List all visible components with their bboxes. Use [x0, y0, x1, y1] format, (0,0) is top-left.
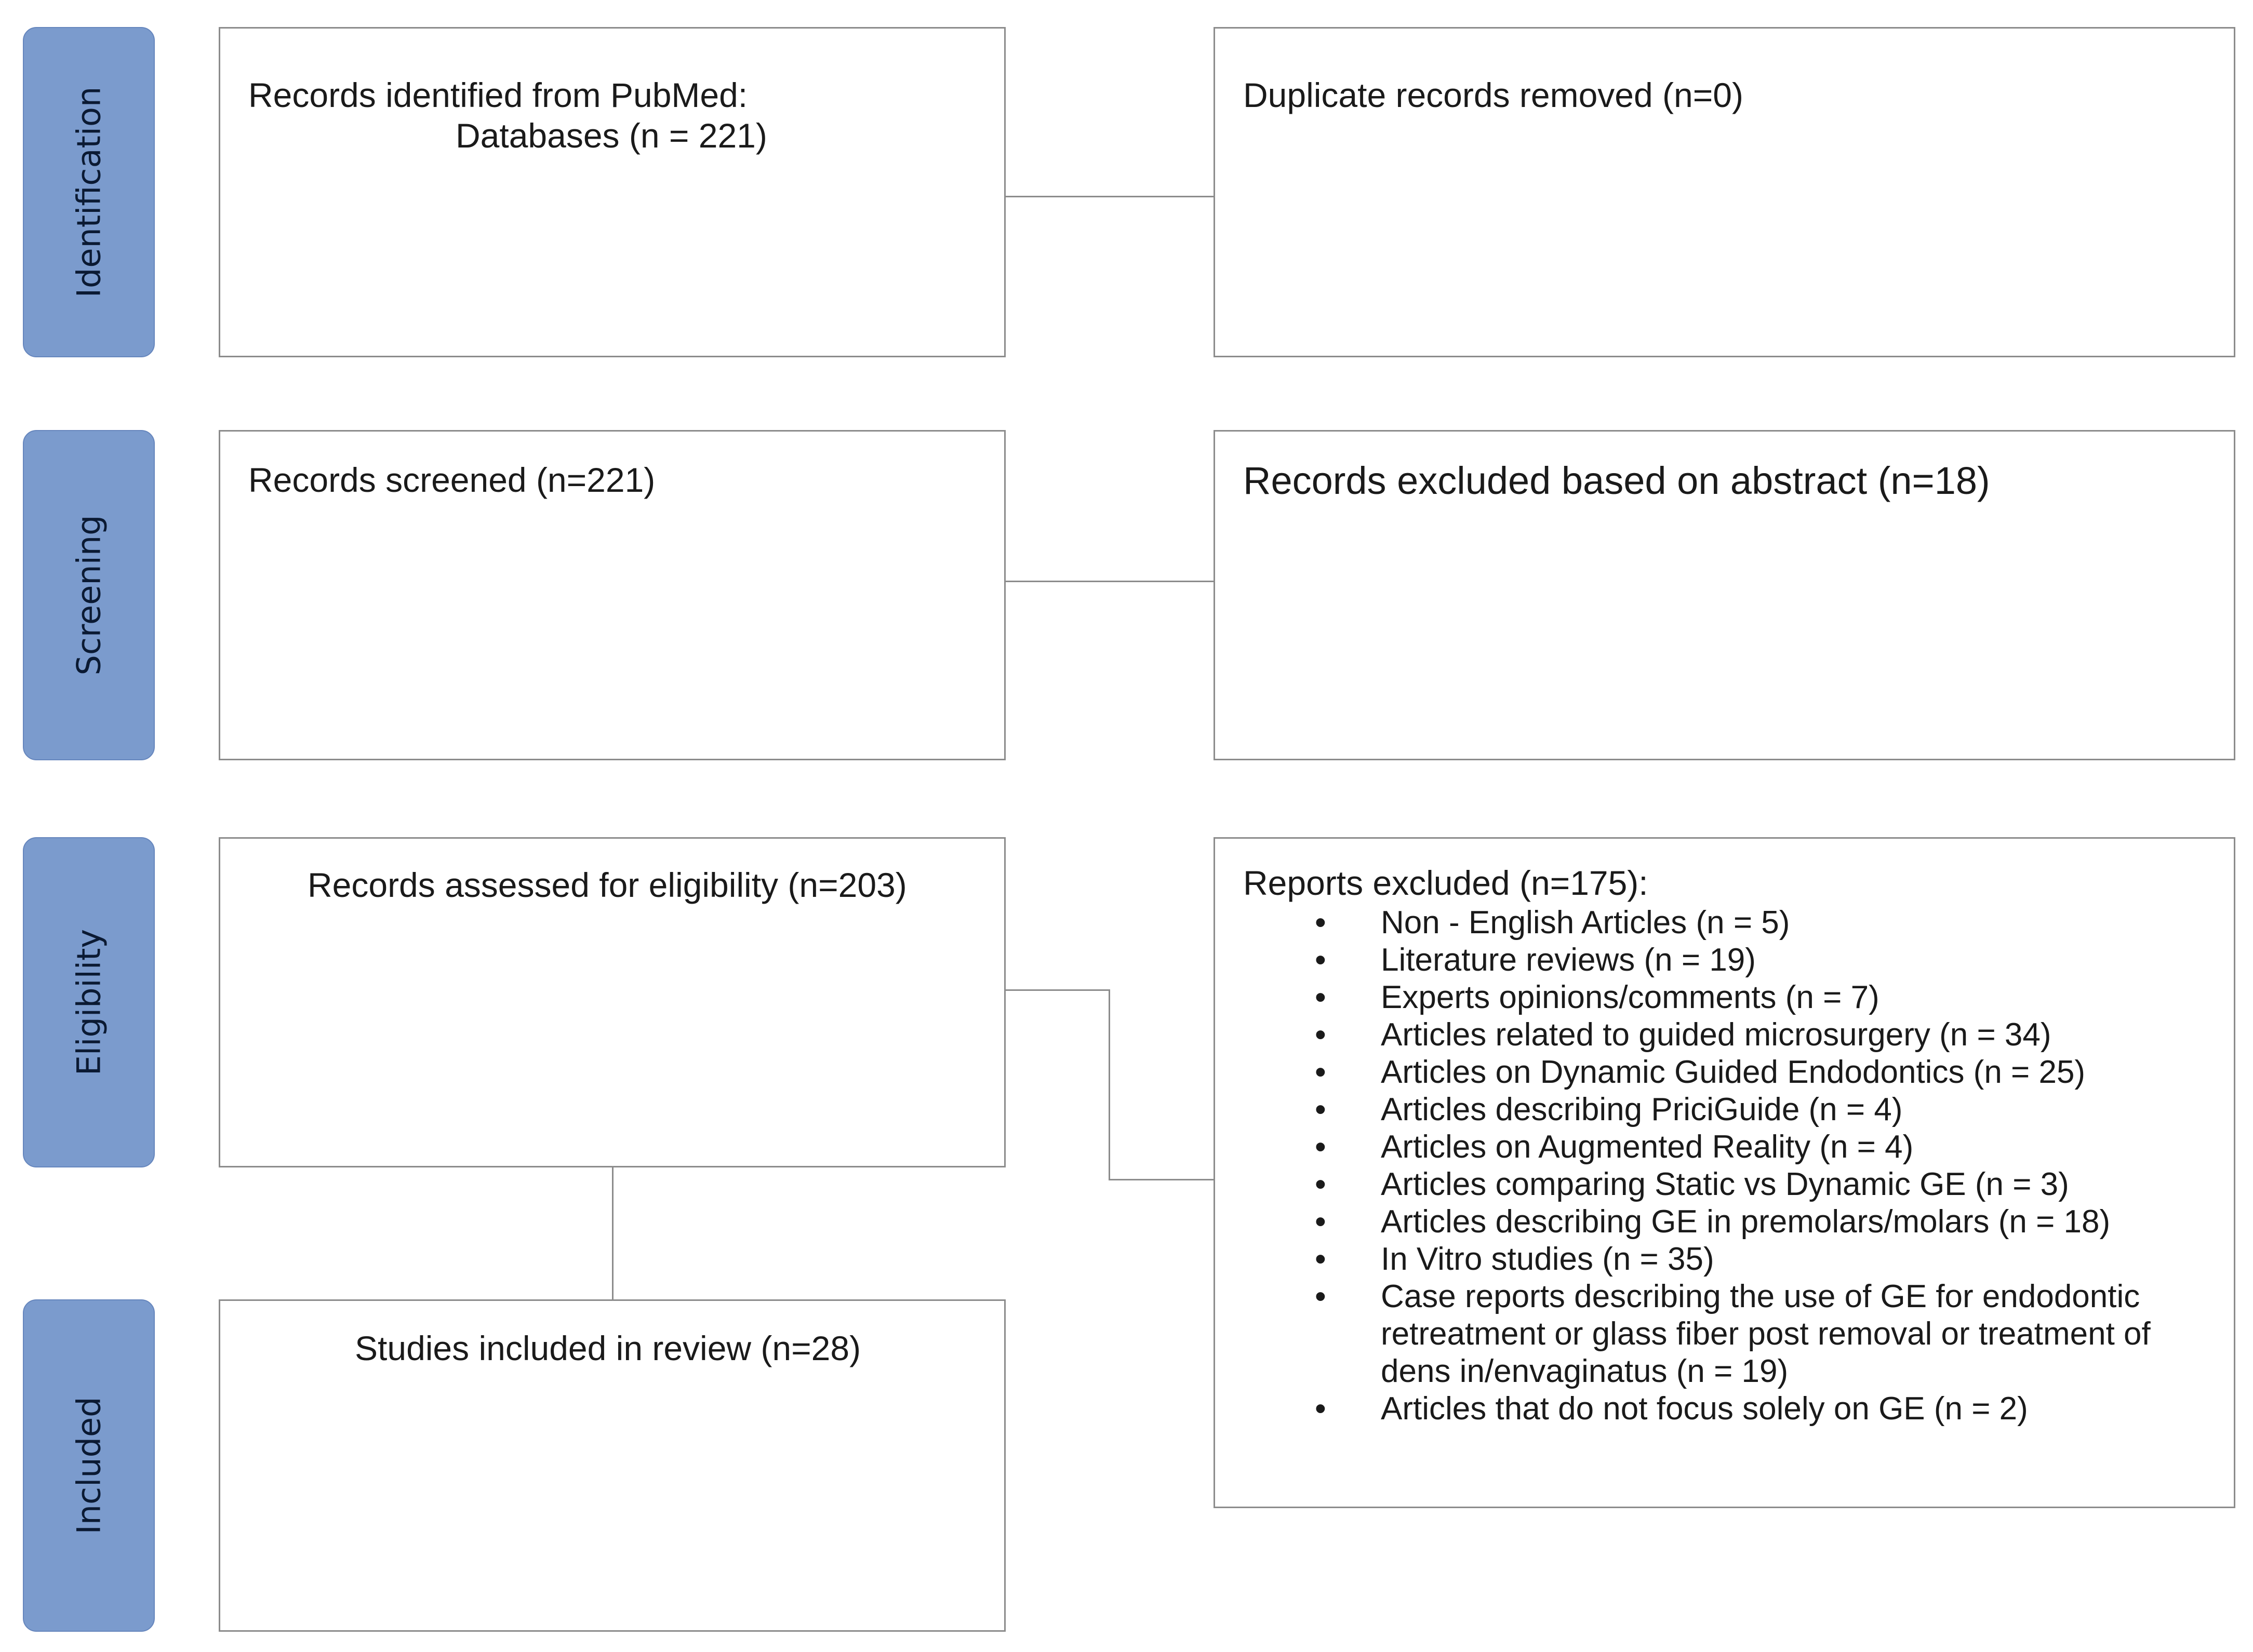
- duplicates-removed-box: [1214, 27, 2235, 357]
- bullet-icon: •: [1315, 1129, 1326, 1165]
- phase-identification-label: Identification: [70, 86, 108, 298]
- exclusion-reason-text: retreatment or glass fiber post removal or treatment of: [1381, 1316, 2151, 1352]
- exclusion-reason-text: Articles related to guided microsurgery (n = 34): [1381, 1017, 2051, 1053]
- phase-screening: [23, 430, 155, 760]
- exclusion-reason-item: [1243, 1241, 2151, 1278]
- exclusion-reason-item: [1243, 1166, 2151, 1203]
- exclusion-reason-item: [1243, 979, 2151, 1016]
- exclusion-reason-text: Case reports describing the use of GE for endodontic: [1381, 1279, 2140, 1314]
- exclusion-reason-item: [1243, 942, 2151, 979]
- records-assessed-text: Records assessed for eligibility (n=203): [308, 866, 907, 904]
- connector-to-reports-excluded: [1109, 1179, 1215, 1180]
- bullet-icon: •: [1315, 905, 1326, 941]
- records-screened-text: Records screened (n=221): [248, 461, 656, 499]
- connector-identified-to-duplicates: [1005, 196, 1215, 197]
- reports-excluded-box: [1214, 837, 2235, 1508]
- exclusion-reason-item: [1243, 1016, 2151, 1054]
- exclusion-reason-text: Non - English Articles (n = 5): [1381, 905, 1790, 941]
- bullet-icon: •: [1315, 1092, 1326, 1127]
- exclusion-reason-item: [1243, 1390, 2151, 1428]
- records-assessed-box: [219, 837, 1006, 1167]
- exclusion-reasons-list: [1243, 904, 2151, 1428]
- exclusion-reason-item: [1243, 1203, 2151, 1241]
- exclusion-reason-item: [1243, 1054, 2151, 1091]
- records-identified-line1: Records identified from PubMed:: [248, 76, 748, 114]
- bullet-icon: •: [1315, 979, 1326, 1015]
- records-identified-box: [219, 27, 1006, 357]
- bullet-icon: •: [1315, 942, 1326, 978]
- exclusion-reason-item: [1243, 1091, 2151, 1129]
- exclusion-reason-text: Articles that do not focus solely on GE (n = 2): [1381, 1391, 2028, 1427]
- exclusion-reason-item: [1243, 1129, 2151, 1166]
- phase-included: [23, 1299, 155, 1632]
- connector-screened-to-excluded: [1005, 581, 1215, 582]
- exclusion-reason-text: Articles describing PriciGuide (n = 4): [1381, 1092, 1903, 1127]
- bullet-icon: •: [1315, 1391, 1326, 1427]
- exclusion-reason-text: Articles on Dynamic Guided Endodontics (n = 25): [1381, 1054, 2086, 1090]
- exclusion-reason-text: dens in/envaginatus (n = 19): [1381, 1353, 1789, 1389]
- exclusion-reason-text: In Vitro studies (n = 35): [1381, 1241, 1714, 1277]
- records-excluded-abstract-box: [1214, 430, 2235, 760]
- bullet-icon: •: [1315, 1204, 1326, 1240]
- bullet-icon: •: [1315, 1241, 1326, 1277]
- reports-excluded-title: Reports excluded (n=175):: [1243, 864, 1648, 902]
- records-screened-box: [219, 430, 1006, 760]
- exclusion-reason-text: Articles on Augmented Reality (n = 4): [1381, 1129, 1914, 1165]
- studies-included-text: Studies included in review (n=28): [355, 1329, 861, 1367]
- bullet-icon: •: [1315, 1166, 1326, 1202]
- exclusion-reason-text: Experts opinions/comments (n = 7): [1381, 979, 1879, 1015]
- phase-eligibility: [23, 837, 155, 1167]
- connector-assessed-horizontal: [1005, 989, 1110, 991]
- exclusion-reason-item: [1243, 904, 2151, 942]
- records-identified-line2: Databases (n = 221): [456, 116, 767, 155]
- exclusion-reason-text: Articles describing GE in premolars/molars (n = 18): [1381, 1204, 2111, 1240]
- duplicates-removed-text: Duplicate records removed (n=0): [1243, 76, 1743, 114]
- bullet-icon: •: [1315, 1017, 1326, 1053]
- phase-identification: [23, 27, 155, 357]
- connector-assessed-to-included: [612, 1166, 614, 1299]
- exclusion-reason-text: Articles comparing Static vs Dynamic GE (n = 3): [1381, 1166, 2069, 1202]
- records-excluded-abstract-text: Records excluded based on abstract (n=18): [1243, 459, 1990, 502]
- phase-eligibility-label: Eligibility: [70, 929, 108, 1076]
- bullet-icon: •: [1315, 1054, 1326, 1090]
- bullet-icon: •: [1315, 1279, 1326, 1314]
- phase-screening-label: Screening: [70, 515, 108, 676]
- exclusion-reason-text: Literature reviews (n = 19): [1381, 942, 1756, 978]
- studies-included-box: [219, 1299, 1006, 1632]
- exclusion-reason-item: [1243, 1278, 2151, 1390]
- phase-included-label: Included: [70, 1396, 108, 1535]
- connector-assessed-vertical: [1109, 989, 1110, 1180]
